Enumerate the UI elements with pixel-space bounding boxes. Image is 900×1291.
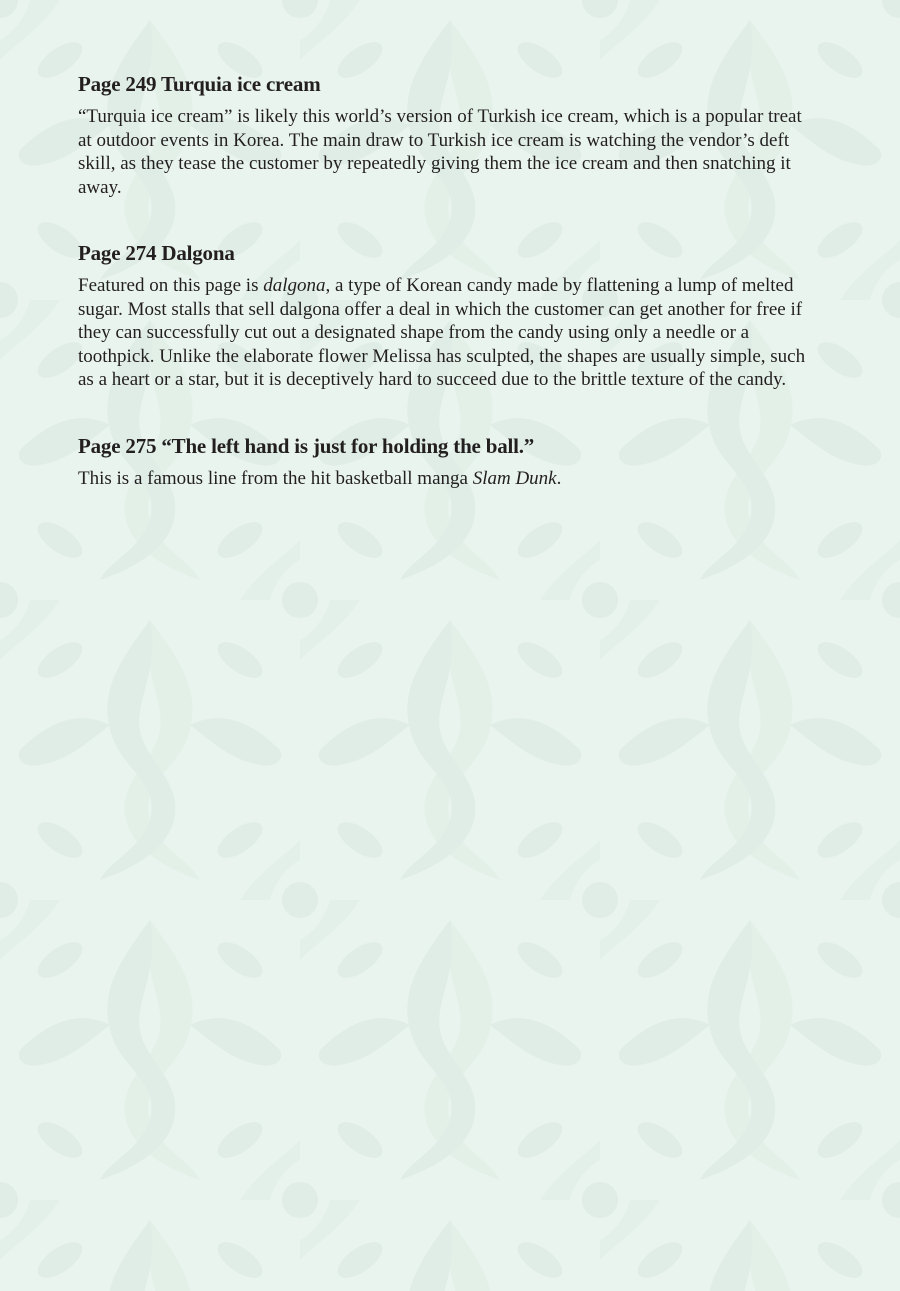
note-page-275 [78,434,818,491]
note-body-text: . [556,468,562,490]
translation-notes [78,72,818,491]
note-body-text: Featured on this page is [78,275,264,297]
note-body: “Turquia ice cream” is likely this world’s version of Turkish ice cream, which is a popular treat at outdoor events in Korea. The main draw to Turkish ice cream is watching the vendor’s deft skill, as they tease the customer by repeatedly giving them the ice cream and then snatching it away. [78,106,802,198]
note-body-text: This is a famous line from the hit basketball manga [78,468,473,490]
note-body [78,274,818,392]
note-page-274 [78,241,818,392]
note-page-249 [78,72,818,199]
note-italic-title: Slam Dunk [472,468,557,490]
note-heading: Page 274 Dalgona [78,241,235,266]
note-heading: Page 249 Turquia ice cream [78,72,321,96]
note-italic-term: dalgona [263,275,326,297]
note-body [78,467,818,491]
note-heading: Page 275 “The left hand is just for holding the ball.” [78,433,535,458]
note-body-text: , a type of Korean candy made by flattening a lump of melted sugar. Most stalls that sell dalgona offer a deal in which the customer can get another for free if they can successfully cut out a designated shape from the candy using only a needle or a toothpick. Unlike the elaborate flower Melissa has sculpted, the shapes are usually simple, such as a heart or a star, but it is deceptively hard to succeed due to the brittle texture of the candy. [78,275,806,391]
